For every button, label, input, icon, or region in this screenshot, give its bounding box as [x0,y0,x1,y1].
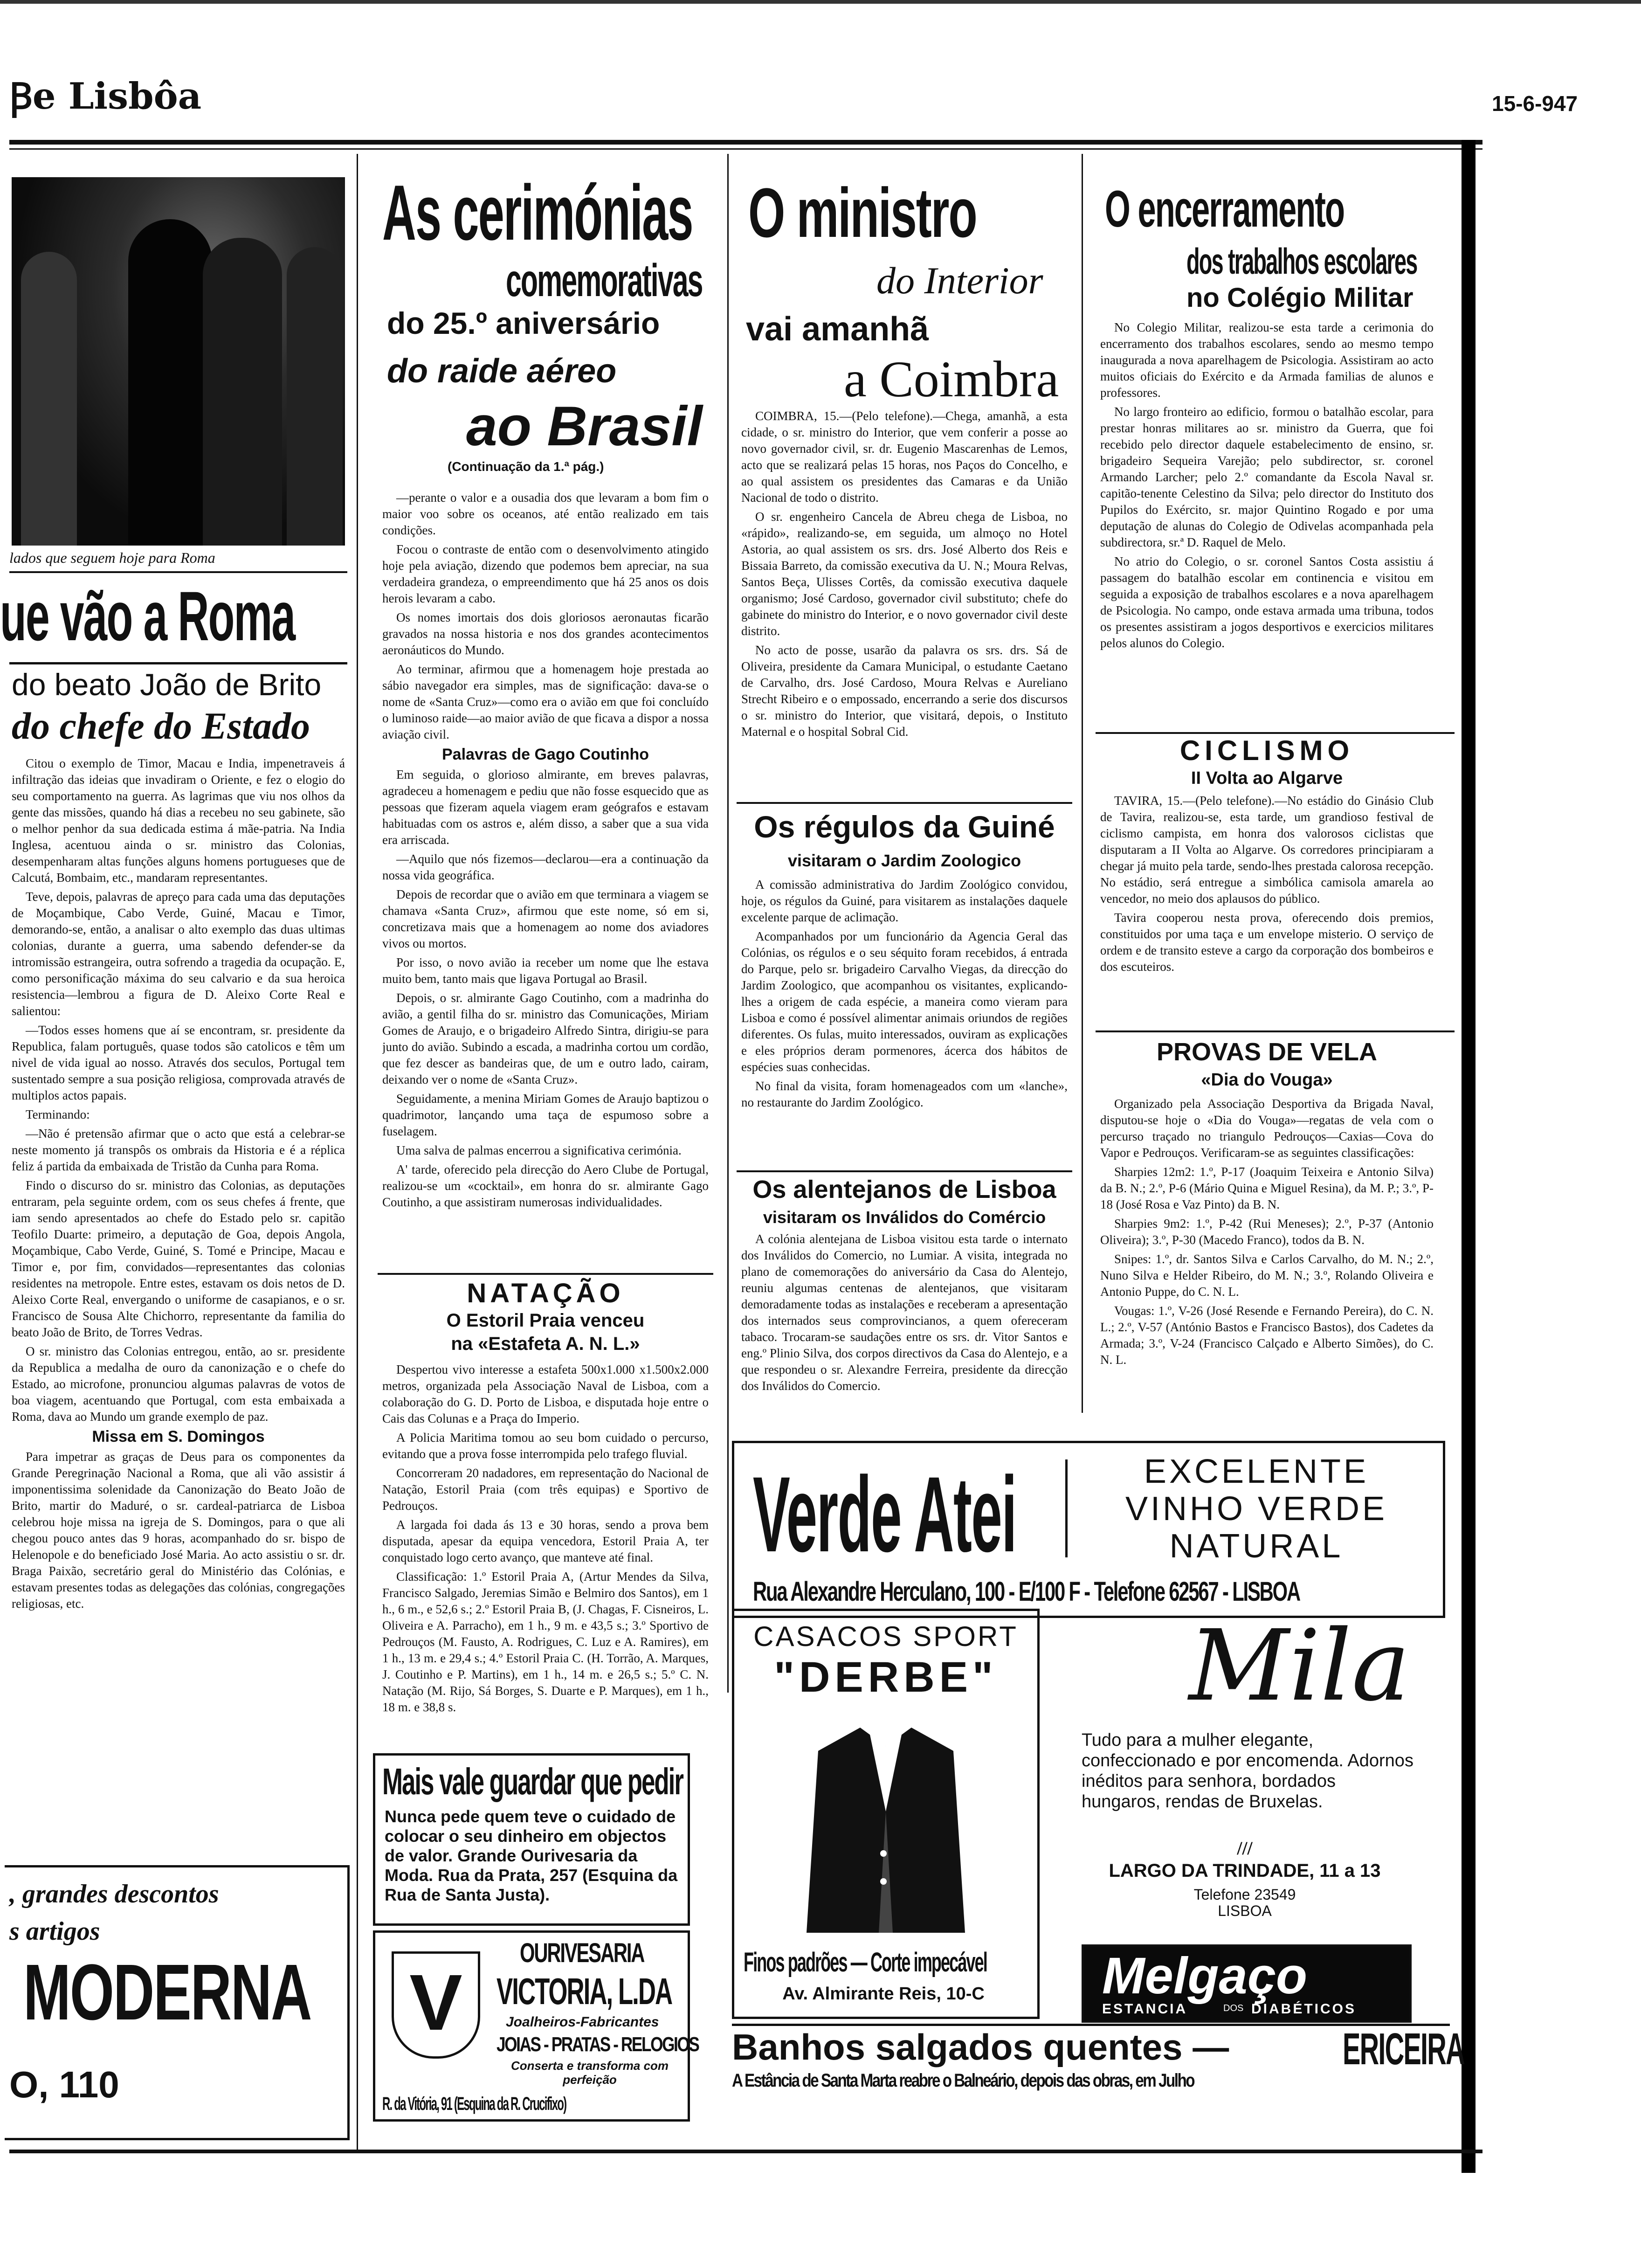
roma-paragraph: —Todos esses homens que aí se encontram, sr. presidente da Republica, falam português, quase todos são catolicos e têm um nivel de vida igual ao nosso. Através dos seculos, Portugal tem sustentado sempre a sua posição religiosa, comprovada através de multiplos actos papais. [12,1023,345,1102]
encerramento-h1: O encerramento [1105,180,1345,238]
vela-h2: «Dia do Vouga» [1201,1070,1333,1090]
ministro-h4: a Coimbra [844,351,1059,408]
derbe-brand: "DERBE" [774,1653,998,1701]
cerimonias-paragraph: —perante o valor e a ousadia dos que levaram a bom fim o maior voo sobre os oceanos, até então realizado em tais condições. [382,491,709,537]
coutinho-paragraph: A' tarde, oferecido pela direcção do Aero Clube de Portugal, realizou-se um «cocktail», em honra do sr. almirante Gago Coutinho, a que assistiram numerosas individualidades. [382,1162,709,1209]
guardar-title: Mais vale guardar que pedir [382,1761,683,1802]
ministro-h3: vai amanhã [746,311,929,348]
melgaco-sub2: DOS [1223,2003,1244,2013]
photo-figure [287,247,343,546]
ciclismo-article [1100,793,1434,1035]
mila-ad [1068,1609,1441,1935]
bottom-rule [9,2150,1482,2153]
verde-address: Rua Alexandre Herculano, 100 - E/100 F - Telefone 62567 - LISBOA [753,1577,1300,1607]
alentejanos-h1: Os alentejanos de Lisboa [752,1175,1056,1203]
ministro-h2: do Interior [876,259,1043,302]
verde-atei-ad [732,1441,1445,1618]
roma-paragraph: Teve, depois, palavras de apreço para cada uma das deputações de Moçambique, Cabo Verde, Guiné, Macau e Timor, demorando-se, então, a analisar o alto exemplo das duas ultimas colonias, durante a guerra, uma sabendo defender-se da intromissão estrangeira, outra sofrendo a tragedia da ocupação. E, como personificação máxima do seu calvario e da sua heroica resistencia—lembrou a figura de D. Aleixo Corte Real e salientou: [12,890,345,1018]
verde-divider [1065,1459,1068,1557]
alentejanos-rule [737,1170,1072,1172]
vela-paragraph: Organizado pela Associação Desportiva da Brigada Naval, disputou-se hoje o «Dia do Vouga»—regatas de vela com o percurso traçado no triangulo Pedrouços—Caxias—Cova do Vapor e Pedrouços. Verificaram-se as seguintes classificações: [1100,1097,1434,1160]
right-edge-bar [1462,140,1476,2173]
cerimonias-h4: do raide aéreo [387,353,617,390]
derbe-line1: CASACOS SPORT [753,1621,1018,1652]
roma-article [12,755,345,1814]
top-border [0,0,1641,4]
ciclismo-h1: CICLISMO [1179,735,1354,766]
encerramento-paragraph: No largo fronteiro ao edificio, formou o batalhão escolar, para prestar honras militares ao sr. ministro da Guerra, que foi recebido pelo director daquele estabelecimento de ensino, sr. brigadeiro Sequeira Varejão; pelo subdirector, sr. coronel Armando Larcher; pelo 2.º comandante da Escola Naval sr. capitão-tenente Celestino da Silva; pelo director do Instituto dos Pupilos do Exército, sr. major Quintino Rogado e por uma deputação de alunas do Colegio de Odivelas acompanhada pela subdirectora, sr.ª D. Raquel de Melo. [1100,405,1434,549]
header-rule [9,140,1482,145]
derbe-line3: Av. Almirante Reis, 10-C [782,1984,985,2004]
natacao-h3: na «Estafeta A. N. L.» [451,1334,640,1354]
coutinho-subhead: Palavras de Gago Coutinho [442,746,649,763]
cerimonias-h3: do 25.º aniversário [387,306,660,340]
ministro-paragraph: O sr. engenheiro Cancela de Abreu chega de Lisboa, no «rápido», realizando-se, em seguida, um almoço no Hotel Astoria, ao qual assistem os srs. drs. José Alberto dos Reis e Bissaia Barreto, da comissão executiva da U. N.; Moura Relvas, Santos Beça, Ulisses Cortês, da comissão executiva daquele organismo; José Cardoso, governador civil substituto; chefe do gabinete do ministro do Interior, e o novo governador civil deste distrito. [741,510,1068,638]
roma-paragraph: O sr. ministro das Colonias entregou, então, ao sr. presidente da Republica a medalha de ouro da canonização e o chefe do Estado, ao microfone, pronunciou algumas palavras de votos de boa viagem, acentuando que Portugal, com esta embaixada a Roma, dava ao Mundo um grande exemplo de paz. [12,1344,345,1424]
page-date: 15-6-947 [1492,91,1578,116]
coutinho-paragraph: Depois de recordar que o avião em que terminara a viagem se chamava «Santa Cruz», afirmou que este nome, só em si, concretizava mais que a homenagem ao nome dos aviadores vivos ou mortos. [382,887,709,950]
missa-subhead: Missa em S. Domingos [92,1428,265,1445]
alentejanos-article [741,1231,1068,1418]
roma-paragraph: —Não é pretensão afirmar que o acto que está a celebrar-se neste momento já transpôs os ombrais da Historia e é a réplica feliz á partida da embaixada de Tristão da Cunha para Roma. [12,1127,345,1173]
banhos-t3: A Estância de Santa Marta reabre o Balneário, depois das obras, em Julho [732,2070,1194,2091]
melgaco-brand: Melgaço [1102,1947,1308,2005]
derbe-line2: Finos padrões — Corte impecável [744,1947,987,1978]
roma-paragraph: Citou o exemplo de Timor, Macau e India, impenetraveis á infiltração das ideias que invadiram o Oriente, e fez o elogio do seu comportamento na guerra. As lagrimas que viu nos olhos da gente das missões, quando há dias a recebeu no seu gabinete, são o melhor penhor da sua dedicada estima á mãe-patria. Na India Inglesa, acentuou ainda o sr. ministro das Colonias, desempenharam altas funções alguns homens portugueses que de Calcutá, Bombaim, etc., mandaram representantes. [12,756,345,885]
encerramento-h3: no Colégio Militar [1186,283,1413,313]
col-rule-3 [1082,154,1083,1413]
regulos-h1: Os régulos da Guiné [754,809,1055,844]
victoria-logo-letter: V [409,1958,462,2047]
masthead: Ꞵe Lisbôa [9,75,202,118]
photo-caption: lados que seguem hoje para Roma [9,549,215,566]
verde-t2: VINHO VERDE [1125,1490,1388,1528]
roma-headline: ue vão a Roma [0,577,295,655]
guardar-body: Nunca pede quem teve o cuidado de colocar o seu dinheiro em objectos de valor. Grande Ourivesaria da Moda. Rua da Prata, 257 (Esquina da Rua de Santa Justa). [385,1807,678,1904]
ciclismo-rule [1096,732,1455,734]
header-rule-thin [9,148,1482,150]
roma-paragraph: Terminando: [26,1107,90,1121]
vela-article [1100,1096,1434,1431]
regulos-article [741,877,1068,1170]
missa-paragraph: Para impetrar as graças de Deus para os componentes da Grande Peregrinação Nacional a Roma, que ali vão assistir á imponentissima solenidade da Canonização do Beato João de Brito, martir do Maduré, o sr. cardeal-patriarca de Lisboa celebrou hoje missa na igreja de S. Domingos, para o que ali chegou pouco antes das 9 horas, acompanhado do sr. bispo de Helenopole e do beneficiado José Maria. Ao acto assistiu o sr. dr. Braga Paixão, secretário geral do Ministério das Colónias, e estavam presentes todas as delegações das colónias, congregações religiosas, etc. [12,1450,345,1611]
regulos-rule [737,802,1072,804]
melgaco-sub1: ESTANCIA [1102,2001,1188,2017]
cerimonias-article [382,490,709,1259]
mila-city: LISBOA [1218,1902,1272,1919]
mila-body: Tudo para a mulher elegante, confeccionado e por encomenda. Adornos inéditos para senhora, bordados hungaros, rendas de Bruxelas. [1082,1730,1413,1812]
vela-paragraph: Sharpies 12m2: 1.º, P-17 (Joaquim Teixeira e Antonio Silva) da B. N.; 2.º, P-6 (Mário Quina e Miguel Resina), da M. P.; 3.º, P-18 (José Rosa e Vaz Pinto) da B. N. [1100,1165,1434,1211]
caption-rule [9,571,347,573]
victoria-t6: R. da Vitória, 91 (Esquina da R. Crucifixo) [382,2094,566,2114]
natacao-paragraph: Concorreram 20 nadadores, em representação do Nacional de Natação, Estoril Praia (com três equipas) e Sportivo de Pedrouços. [382,1466,709,1513]
natacao-rule [378,1273,713,1275]
victoria-t5: Conserta e transforma com perfeição [510,2059,669,2087]
coutinho-paragraph: Por isso, o novo avião ia receber um nome que lhe estava muito bem, tanto mais que ligava Portugal ao Brasil. [382,955,709,986]
mila-phone: Telefone 23549 [1193,1886,1296,1903]
banhos-t1: Banhos salgados quentes — [732,2026,1229,2067]
regulos-h2: visitaram o Jardim Zoologico [787,851,1021,870]
photo-figure [128,219,212,546]
alentejanos-h2: visitaram os Inválidos do Comércio [763,1208,1046,1227]
victoria-t3: Joalheiros-Fabricantes [506,2014,659,2030]
natacao-article [382,1362,709,1777]
coutinho-paragraph: Em seguida, o glorioso almirante, em breves palavras, agradeceu a homenagem e pediu que não fosse esquecido que as pessoas que fizeram aquela viagem eram geógrafos e estavam habituadas com os astros e, além disso, a saber que a sua vida era arriscada. [382,768,709,847]
verde-t3: NATURAL [1169,1528,1344,1565]
vela-paragraph: Snipes: 1.º, dr. Santos Silva e Carlos Carvalho, do M. N.; 2.º, Nuno Silva e Helder Ribeiro, do M. N.; 3.º, Rolando Oliveira e Antonio Puppe, do C. N. L. [1100,1252,1434,1299]
ministro-paragraph: COIMBRA, 15.—(Pelo telefone).—Chega, amanhã, a esta cidade, o sr. ministro do Interior, que vem conferir a posse ao novo governador civil, sr. dr. Eugenio Mascarenhas de Lemos, acto que se realizará pelas 15 horas, nos Paços do Concelho, e ao qual assistem os presidentes das Camaras e da União Nacional de todo o distrito. [741,409,1068,505]
natacao-paragraph: A largada foi dada ás 13 e 30 horas, sendo a prova bem disputada, apesar da equipa vencedora, Estoril Praia A, ter conquistado logo certo avanço, que manteve até final. [382,1518,709,1564]
natacao-paragraph: Despertou vivo interesse a estafeta 500x1.000 x1.500x2.000 metros, organizada pela Associação Naval de Lisboa, com a colaboração do G. D. Porto de Lisboa, e disputada hoje entre o Cais das Colunas e a Praça do Imperio. [382,1362,709,1425]
mila-brand: Mila [1189,1609,1410,1723]
col-rule-1 [357,154,358,2150]
cerimonias-h5: ao Brasil [466,395,703,457]
cerimonias-paragraph: Os nomes imortais dos dois gloriosos aeronautas ficarão gravados na nossa historia e nos dos grandes acontecimentos aeronáuticos do Mundo. [382,610,709,657]
ciclismo-paragraph: TAVIRA, 15.—(Pelo telefone).—No estádio do Ginásio Club de Tavira, realizou-se, esta tarde, um grandioso festival de ciclismo campista, em honra dos valorosos ciclistas que disputaram a II Volta ao Algarve. Os corredores principiaram a chegar já muito pela tarde, sendo-lhes prestada calorosa recepção. No estádio, será entregue a simbólica camisola amarela ao vencedor, no meio dos aplausos do público. [1100,794,1434,906]
coutinho-paragraph: —Aquilo que nós fizemos—declarou—era a continuação da nossa vida geográfica. [382,852,709,882]
coutinho-paragraph: Depois, o sr. almirante Gago Coutinho, com a madrinha do avião, a gentil filha do sr. ministro das Comunicações, Miriam Gomes de Araujo, e o brigadeiro Alfredo Sintra, dirigiu-se para junto do avião. Subindo a escada, a madrinha cortou um cordão, que fez descer as bandeiras que, de um e outro lado, cairam, deixando ver o nome de «Santa Cruz». [382,991,709,1086]
photo-figure [203,238,282,546]
cerimonias-h2: comemorativas [506,255,703,306]
regulos-paragraph: No final da visita, foram homenageados com um «lanche», no restaurante do Jardim Zoológico. [741,1079,1068,1109]
cerimonias-paragraph: Ao terminar, afirmou que a homenagem hoje prestada ao sábio navegador era simples, mas de significação: dava-se o nome de «Santa Cruz»—como era o avião em que foi concluído o luminoso raide—ao maior avião de que ficava a dispor a nossa aviação civil. [382,662,709,741]
melgaco-ad [1082,1944,1412,2023]
roma-subhead-italic: do chefe do Estado [12,705,310,747]
natacao-h1: NATAÇÃO [467,1278,624,1308]
cerimonias-h1: As cerimónias [382,169,693,256]
cerimonias-paragraph: Focou o contraste de então com o desenvolvimento atingido hoje pela aviação, dizendo que podemos bem apreciar, na sua verdadeira grandeza, o empreendimento que há 25 anos os dois herois levaram a cabo. [382,542,709,605]
victoria-t4: JOIAS - PRATAS - RELOGIOS [496,2033,699,2056]
coutinho-paragraph: Uma salva de palmas encerrou a significativa cerimónia. [396,1143,682,1157]
verde-t1: EXCELENTE [1144,1453,1369,1490]
regulos-paragraph: Acompanhados por um funcionário da Agencia Geral das Colónias, os régulos e o seu séquito foram recebidos, á entrada do Parque, pelo sr. brigadeiro Carvalho Viegas, da direcção do Jardim Zoologico, que acompanhou os visitantes, explicando-lhes a origem de cada espécie, a maneira como vieram para Lisboa e como é possível alimentar animais oriundos de regiões diferentes. Os fulas, muito interessados, ouviram as explicações e eles próprios deram pormenores, ácerca dos hábitos de espécies suas conhecidas. [741,929,1068,1074]
regulos-paragraph: A comissão administrativa do Jardim Zoológico convidou, hoje, os régulos da Guiné, para visitarem as instalações daquele excelente parque de aclimação. [741,878,1068,924]
ministro-article [741,408,1068,795]
moderna-line2: s artigos [9,1917,100,1946]
victoria-ad [373,1930,699,2122]
ministro-paragraph: No acto de posse, usarão da palavra os srs. drs. Sá de Oliveira, presidente da Camara Municipal, o estudante Caetano de Carvalho, drs. José Cardoso, Moura Relvas e Aureliano Strecht Ribeiro e o empossado, encerrando a serie dos discursos o sr. ministro do Interior, que visitará, depois, o Instituto Maternal e o hospital Sobral Cid. [741,643,1068,739]
moderna-line1: , grandes descontos [9,1880,219,1908]
mila-address: LARGO DA TRINDADE, 11 a 13 [1109,1860,1381,1881]
vela-paragraph: Sharpies 9m2: 1.º, P-42 (Rui Meneses); 2.º, P-37 (Antonio Oliveira); 3.º, P-30 (Macedo Franco), todos da B. N. [1100,1217,1434,1247]
coutinho-paragraph: Seguidamente, a menina Miriam Gomes de Araujo baptizou o quadrimotor, lançando uma taça de espumoso sobre a fuselagem. [382,1092,709,1138]
photo-figure [21,252,77,546]
victoria-t1: OURIVESARIA [520,1938,644,1968]
roma-paragraph: Findo o discurso do sr. ministro das Colonias, as deputações entraram, pela seguinte ordem, com os seus chefes á frente, que iam sendo apresentados ao chefe do Estado pelo sr. capitão Teofilo Duarte: primeiro, a deputação de Goa, depois Angola, Moçambique, Cabo Verde, Guiné, S. Tomé e Principe, Macau e Timor e, por fim, convidados—representantes das colonias residentes na metropole. Entre estes, estavam os dois netos de D. Aleixo Corte Real, envergando o uniforme de casapianos, e o sr. Francisco de Sousa Alte Chichorro, representante da familia do beato João de Brito, de Torres Vedras. [12,1178,345,1339]
col-rule-2 [727,154,729,1693]
ministro-h1: O ministro [748,173,977,252]
guardar-ad [373,1753,690,1926]
melgaco-sub3: DIABÉTICOS [1251,2001,1357,2017]
verde-brand: Verde Atei [753,1454,1016,1574]
roma-rule [9,662,347,664]
jacket-illustration [800,1718,972,1937]
vela-h1: PROVAS DE VELA [1156,1038,1378,1066]
alentejanos-paragraph: A colónia alentejana de Lisboa visitou esta tarde o internato dos Inválidos do Comercio, no Lumiar. A visita, integrada no plano de comemorações do aniversário da Casa do Alentejo, reuniu algumas centenas de alentejanos, que visitaram demoradamente todas as instalações e receberam a apresentação dos internados seus comprovincianos, a quem ofereceram tabaco. Trocaram-se saudações entre os srs. dr. Vitor Santos e eng.º Plinio Silva, dos corpos directivos da Casa do Alentejo, e a que respondeu o sr. Alexandre Ferreira, presidente da direcção dos Inválidos do Comercio. [741,1232,1068,1393]
cerimonias-cont: (Continuação da 1.ª pág.) [448,459,604,474]
vela-rule [1096,1030,1455,1032]
mila-marks: /// [1237,1838,1253,1859]
encerramento-paragraph: No Colegio Militar, realizou-se esta tarde a cerimonia do encerramento dos trabalhos escolares, sendo ao mesmo tempo inaugurada a nova aparelhagem de Psicologia. Assistiram ao acto muitos oficiais do Exército e da Armada familias de alunos e professores. [1100,320,1434,400]
moderna-name: MODERNA [23,1948,311,2037]
encerramento-h2: dos trabalhos escolares [1186,241,1417,282]
vela-paragraph: Vougas: 1.º, V-26 (José Resende e Fernando Pereira), do C. N. L.; 2.º, V-57 (António Bastos e Francisco Bastos), dos Cadetes da Armada; 3.º, V-24 (Francisco Calçado e Alberto Simões), do C. N. L. [1100,1304,1434,1367]
news-photo [12,177,345,546]
jacket-icon [800,1718,972,1937]
victoria-t2: VICTORIA, L.DA [496,1971,672,2012]
banhos-t2: ERICEIRA [1343,2024,1464,2074]
natacao-h2: O Estoril Praia venceu [446,1310,645,1331]
moderna-address: O, 110 [9,2064,119,2105]
ciclismo-paragraph: Tavira cooperou nesta prova, oferecendo dois premios, constituidos por uma taça e um envelope misterio. O serviço de ordem e de transito esteve a cargo da corporação dos bombeiros e dos escuteiros. [1100,911,1434,974]
derbe-ad [732,1609,1040,2019]
natacao-paragraph: A Policia Maritima tomou ao seu bom cuidado o percurso, evitando que a prova fosse interrompida pelo trafego fluvial. [382,1431,709,1461]
encerramento-article [1100,319,1434,730]
ciclismo-h2: II Volta ao Algarve [1191,768,1343,788]
victoria-logo [392,1951,480,2059]
encerramento-paragraph: No atrio do Colegio, o sr. coronel Santos Costa assistiu á passagem do batalhão escolar em continencia e visitou em seguida a exposição de trabalhos escolares e a nova aparelhagem de Psicologia. No campo, onde estava armada uma tribuna, todos os presentes assistiram a jogos desportivos e exercicios militares pelos alunos do Colegio. [1100,554,1434,650]
moderna-ad [5,1865,350,2140]
natacao-paragraph: Classificação: 1.º Estoril Praia A, (Artur Mendes da Silva, Francisco Salgado, Jeremias Simão e Belmiro dos Santos), em 1 h., 6 m., e 52,6 s.; 2.º Estoril Praia B, (J. Chagas, F. Cisneiros, L. Oliveira e A. Parracho), em 1 h., 9 m. e 43,5 s.; 3.º Sportivo de Pedrouços (M. Fausto, A. Rodrigues, C. Luz e A. Ramires), em 1 h., 13 m. e 29,4 s.; 4.º Estoril Praia C. (H. Torrão, A. Marques, J. Coutinho e P. Martins), em 1 h., 14 m. e 26,5 s.; 5.º C. N. Natação (M. Rijo, Sá Borges, S. Duarte e P. Marques), em 1 h., 18 m. e 38,8 s. [382,1570,709,1714]
roma-subhead: do beato João de Brito [12,667,322,702]
